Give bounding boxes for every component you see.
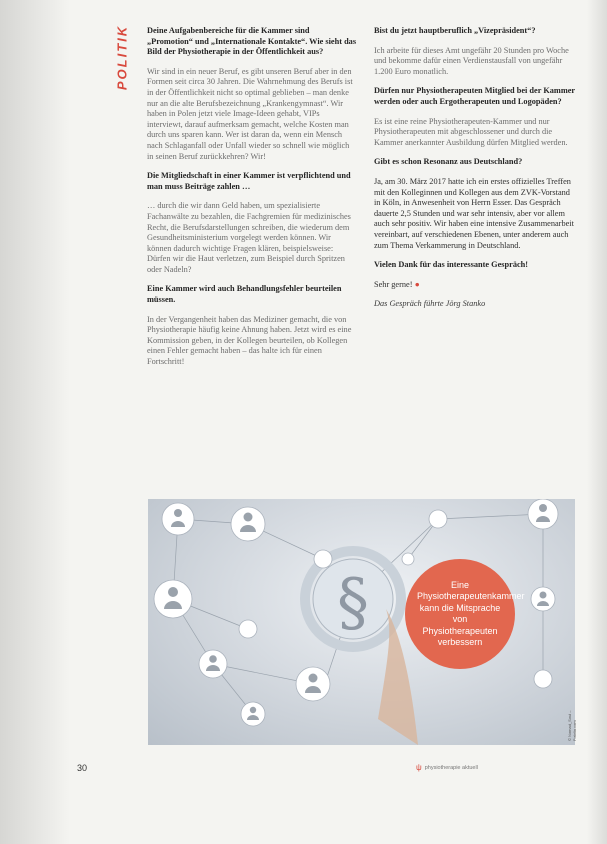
- closing-question: Vielen Dank für das interessante Gespräch!: [374, 260, 529, 270]
- answer: Wir sind in ein neuer Beruf, es gibt unseren Beruf aber in den Formen seit circa 30 Jahren. Die Wahrnehmung des Berufs ist in der Öffentlichkeit nicht so optimal geblieben – man denke nur an die alte Berufsbezeichnung „Krankengymnast“. Wir haben in Polen jetzt viele Image-Ideen gehabt, VIPs interviewt, darauf aufmerksam gemacht, welche Kosten man durch uns sparen kann. Wer ist daran da, wenn ein Mensch nach Schlaganfall oder Unfall wieder so schnell wie möglich in seinen Beruf zurückkehren? Wir!: [147, 66, 353, 161]
- question: Gibt es schon Resonanz aus Deutschland?: [374, 157, 523, 167]
- binding-shadow: [0, 0, 70, 844]
- answer: Ich arbeite für dieses Amt ungefähr 20 Stunden pro Woche und bekomme dafür einen Verdienstausfall von ungefähr 1.200 Euro monatlich.: [374, 45, 569, 76]
- answer: In der Vergangenheit haben das Mediziner gemacht, die von Physiotherapie häufig keine Ahnung haben. Jetzt wird es eine Kommission geben, in der Kollegen beurteilen, ob Kollegen einen Fehler gemacht haben – das halte ich für einen Fortschritt!: [147, 314, 352, 367]
- question: Deine Aufgabenbereiche für die Kammer sind „Promotion“ und „Internationale Kontakte“. Wie sieht das Bild der Physiotherapie in der Öffentlichkeit aus?: [147, 26, 357, 57]
- svg-text:§: §: [337, 566, 369, 640]
- photo-credit: [568, 690, 576, 740]
- page-edge-shadow: [587, 0, 607, 844]
- fork-logo-icon: ψ: [416, 763, 422, 772]
- closing-answer-text: Sehr gerne!: [374, 279, 413, 289]
- answer: Es ist eine reine Physiotherapeuten-Kammer und nur Physiotherapeuten mit abgeschlossener und durch die Kammer anerkannter Ausbildung dürfen Mitglied werden.: [374, 116, 568, 147]
- closing-answer: [374, 280, 577, 291]
- photo-credit-text: © Nomad_Soul – Fotolia.com: [567, 710, 577, 741]
- question: Die Mitgliedschaft in einer Kammer ist verpflichtend und man muss Beiträge zahlen …: [147, 171, 351, 191]
- answer: … durch die wir dann Geld haben, um spezialisierte Fachanwälte zu bezahlen, die Fachgremien für medizinisches Recht, die Berufsdarstellungen schreiben, die wiederum dem Gesundheitsministerium vorgelegt werden können. Wir können dadurch wichtige Fragen klären, beispielsweise: Dürfen wir die Haut verletzen, zum Beispiel durch Spritzen oder Nadeln?: [147, 201, 351, 274]
- question: Bist du jetzt hauptberuflich „Vizepräsident“?: [374, 26, 536, 35]
- question: Dürfen nur Physiotherapeuten Mitglied bei der Kammer werden oder auch Ergotherapeuten und Logopäden?: [374, 86, 575, 106]
- section-label-text: POLITIK: [114, 24, 130, 91]
- end-mark-icon: ●: [414, 279, 420, 289]
- publication-name: physiotherapie aktuell: [424, 764, 478, 771]
- callout-badge-text: Eine Physiotherapeutenkammer kann die Mitsprache von Physiotherapeuten verbessern: [417, 579, 525, 647]
- question: Eine Kammer wird auch Behandlungsfehler beurteilen müssen.: [147, 284, 342, 305]
- section-label: [112, 20, 132, 100]
- answer: Ja, am 30. März 2017 hatte ich ein erstes offizielles Treffen mit den Kolleginnen und Kollegen aus dem ZVK-Vorstand in Köln, in Anwesenheit von Herrn Esser. Das Gespräch dauerte 2,5 Stunden und war sehr intensiv, aber vor allem auch sehr positiv. Wir haben eine intensive Zusammenarbeit vereinbart, auf verschiedenen Ebenen, unter anderem auch zum Thema Verkammerung in Deutschland.: [374, 176, 574, 250]
- publication-footer: [416, 763, 478, 772]
- page-number: 30: [77, 763, 88, 773]
- callout-badge: [405, 559, 525, 669]
- interview-column-right: [374, 26, 577, 319]
- interview-column-left: [147, 26, 357, 377]
- interviewer-credit: Das Gespräch führte Jörg Stanko: [374, 299, 486, 309]
